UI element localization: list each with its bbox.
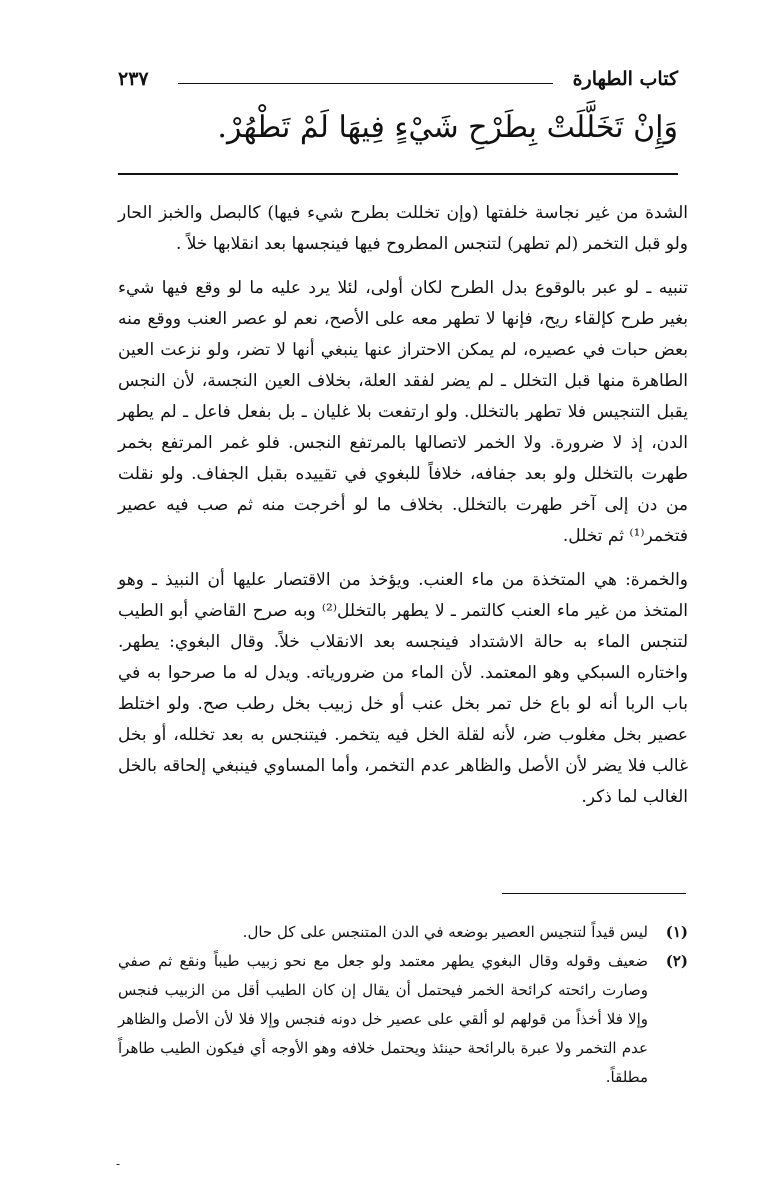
running-header xyxy=(118,68,678,98)
corner-mark: - xyxy=(116,1157,121,1171)
footnote-number: (٢) xyxy=(665,952,688,970)
matn-text: وَإِنْ تَخَلَّلَتْ بِطَرْحِ شَيْءٍ فِيهَا لَمْ تَطْهُرْ. xyxy=(217,110,678,145)
footnotes xyxy=(118,918,688,1092)
commentary-body xyxy=(118,198,688,813)
commentary-paragraph: تنبيه ـ لو عبر بالوقوع بدل الطرح لكان أولى، لئلا يرد عليه ما لو وقع فيها شيء بغير طرح كإلقاء ريح، فإنها لا تطهر معه على الأصح، نعم لو عصر العنب ووقع منه بعض حبات في عصيره، لم يمكن الاحتراز عنها ينبغي أنها لا تضر، ولو نزعت العين الطاهرة منها قبل التخلل ـ لم يضر لفقد العلة، بخلاف العين النجسة، لأن النجس يقبل التنجيس فلا تطهر بالتخلل. ولو ارتفعت بلا غليان ـ بل بفعل فاعل ـ لم يطهر الدن، إذ لا ضرورة. ولا الخمر لاتصالها بالمرتفع النجس. فلو غمر المرتفع بخمر طهرت بالتخلل ولو بعد جفافه، خلافاً للبغوي في تقييده بقبل الجفاف. ولو نقلت من دن إلى آخر طهرت بالتخلل. بخلاف ما لو أخرجت منه ثم صب فيه عصير فتخمر⁽¹⁾ ثم تخلل. xyxy=(118,278,688,546)
commentary-paragraph: والخمرة: هي المتخذة من ماء العنب. ويؤخذ من الاقتصار عليها أن النبيذ ـ وهو المتخذ من غير ماء العنب كالتمر ـ لا يطهر بالتخلل⁽²⁾ وبه صرح القاضي أبو الطيب لتنجس الماء به حالة الاشتداد فينجسه بعد الانقلاب خلاً. وقال البغوي: يطهر. واختاره السبكي وهو المعتمد. لأن الماء من ضرورياته. ويدل له ما صرحوا به في باب الربا أنه لو باع خل تمر بخل عنب أو خل زبيب بخل رطب صح. ولو اختلط عصير بخل مغلوب ضر، لأنه لقلة الخل فيه يتخمر. فيتنجس به بعد تخلله، أو بخل غالب فلا يضر لأن الأصل والظاهر عدم التخمر، وأما المساوي فينبغي إلحاقه بالخل الغالب لما ذكر. xyxy=(118,570,689,807)
page-number: ٢٣٧ xyxy=(118,68,149,90)
commentary-paragraph: الشدة من غير نجاسة خلفتها (وإن تخللت بطرح شيء فيها) كالبصل والخبز الحار ولو قبل التخمر (لم تطهر) لتنجس المطروح فيها فينجسها بعد انقلابها خلاً . xyxy=(118,203,688,254)
matn-separator xyxy=(118,173,678,175)
footnote-number: (١) xyxy=(665,923,688,941)
footnote-text: ليس قيداً لتنجيس العصير بوضعه في الدن المتنجس على كل حال. xyxy=(242,923,648,941)
footnote-text: ضعيف وقوله وقال البغوي يطهر معتمد ولو جعل مع نحو زبيب طيباً ونقع ثم صفي وصارت رائحته كرائحة الخمر فيحتمل أن يقال إن كان الطيب أقل من الزبيب فنجس وإلا فلا أخذاً من قولهم لو ألقي على عصير خل دونه فنجس وإلا فلا لأن الأصل والظاهر عدم التخمر ولا عبرة بالرائحة حينئذ ويحتمل خلافه وهو الأوجه أي فيكون الطيب طاهراً مطلقاً. xyxy=(118,952,648,1086)
footnote-separator xyxy=(502,893,686,894)
footnote xyxy=(118,918,688,947)
header-rule xyxy=(178,83,553,84)
footnote xyxy=(118,947,688,1092)
chapter-title: كتاب الطهارة xyxy=(572,68,678,90)
